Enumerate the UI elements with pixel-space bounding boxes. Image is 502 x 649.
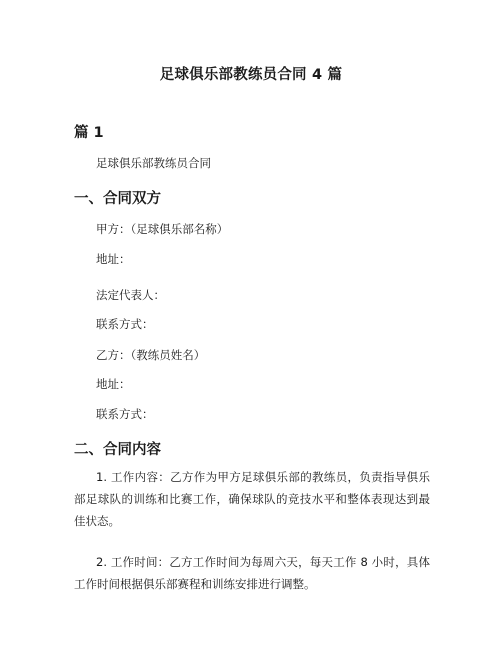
heading-contract-parties: 一、合同双方 bbox=[74, 191, 161, 207]
party-b-contact-line: 联系方式： bbox=[96, 407, 154, 421]
section-label: 篇 1 bbox=[74, 125, 104, 141]
party-a-legal-rep-line: 法定代表人： bbox=[96, 288, 165, 302]
party-b-address-line: 地址： bbox=[96, 377, 131, 391]
heading-contract-content: 二、合同内容 bbox=[74, 442, 161, 458]
document-subtitle: 足球俱乐部教练员合同 bbox=[96, 156, 211, 170]
party-a-address-line: 地址： bbox=[96, 252, 131, 266]
party-b-name-line: 乙方：（教练员姓名） bbox=[96, 348, 206, 362]
party-a-name-line: 甲方：（足球俱乐部名称） bbox=[96, 222, 229, 236]
party-a-contact-line: 联系方式： bbox=[96, 317, 154, 331]
clause-work-content: 1. 工作内容：乙方作为甲方足球俱乐部的教练员，负责指导俱乐部足球队的训练和比赛工作，确保球队的竞技水平和整体表现达到最佳状态。 bbox=[74, 470, 430, 528]
document-title: 足球俱乐部教练员合同 4 篇 bbox=[159, 67, 343, 83]
clause-work-hours: 2. 工作时间：乙方工作时间为每周六天，每天工作 8 小时，具体工作时间根据俱乐部赛程和训练安排进行调整。 bbox=[74, 555, 430, 591]
